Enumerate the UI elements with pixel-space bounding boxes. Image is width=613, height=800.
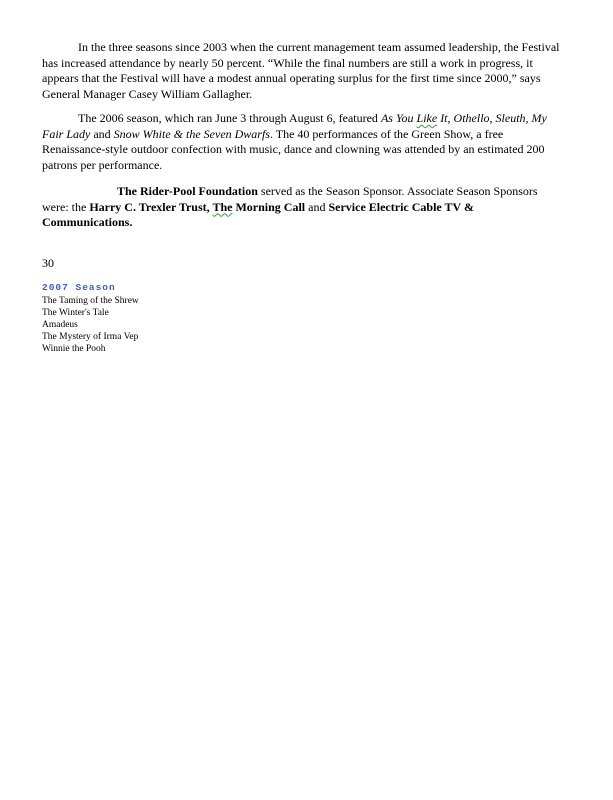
title-as-you-like-it-part1: As You <box>380 111 417 125</box>
separator: , <box>447 111 454 125</box>
season-play-list <box>42 295 139 355</box>
season-heading: 2007 Season <box>42 282 116 293</box>
sponsor-trexler-trust: Harry C. Trexler Trust <box>89 199 207 214</box>
list-item-text: The Winter's Tale <box>42 308 109 318</box>
sponsor-service-electric: Service Electric Cable TV & Communications. <box>42 199 474 229</box>
paragraph-attendance <box>42 40 564 102</box>
paragraph-sponsors <box>42 184 564 231</box>
season-intro-text: The 2006 season, which ran June 3 through August 6, featured <box>78 111 381 125</box>
sponsors-mid-text: served as the Season Sponsor. Associate Season Sponsors were: the <box>42 184 538 214</box>
paragraph-2006-season <box>42 111 564 173</box>
list-item: Winnie the Pooh <box>42 344 106 354</box>
title-as-you-like-it-part3: It <box>437 111 448 125</box>
title-my-fair-lady: My Fair Lady <box>42 111 547 141</box>
title-snow-white: Snow White & the Seven Dwarfs <box>113 126 270 141</box>
list-item-text: The Mystery of Irma Vep <box>42 332 139 342</box>
sponsor-morning-call-part2: Morning Call <box>232 199 306 214</box>
green-show-text: . The 40 performances of the Green Show, a free Renaissance-style outdoor confection with music, dance and clowning was attended by an estimated 200 patrons per performance. <box>42 126 545 172</box>
list-item: The Taming of the Shrew <box>42 296 139 306</box>
conjunction: and <box>90 126 114 141</box>
list-item: Amadeus <box>42 320 78 330</box>
title-othello: Othello <box>453 111 490 125</box>
separator: , <box>206 199 213 214</box>
separator: , <box>489 111 496 125</box>
paragraph-attendance-text: In the three seasons since 2003 when the current management team assumed leadership, the Festival has increased attendance by nearly 50 percent. “While the final numbers are still a work in progress, it appears that the Festival will have a modest annual operating surplus for the first time since 2000,” says General Manager Casey William Gallagher. <box>42 40 560 101</box>
conjunction: and <box>305 199 329 214</box>
list-item <box>42 307 139 319</box>
page-number: 30 <box>42 256 54 270</box>
list-item <box>42 331 139 343</box>
separator: , <box>525 111 532 125</box>
title-sleuth: Sleuth <box>495 111 526 125</box>
sponsor-rider-pool: The Rider-Pool Foundation <box>117 184 258 198</box>
title-as-you-like-it-part2: Like <box>416 111 438 125</box>
sponsor-morning-call-part1: The <box>212 199 233 214</box>
